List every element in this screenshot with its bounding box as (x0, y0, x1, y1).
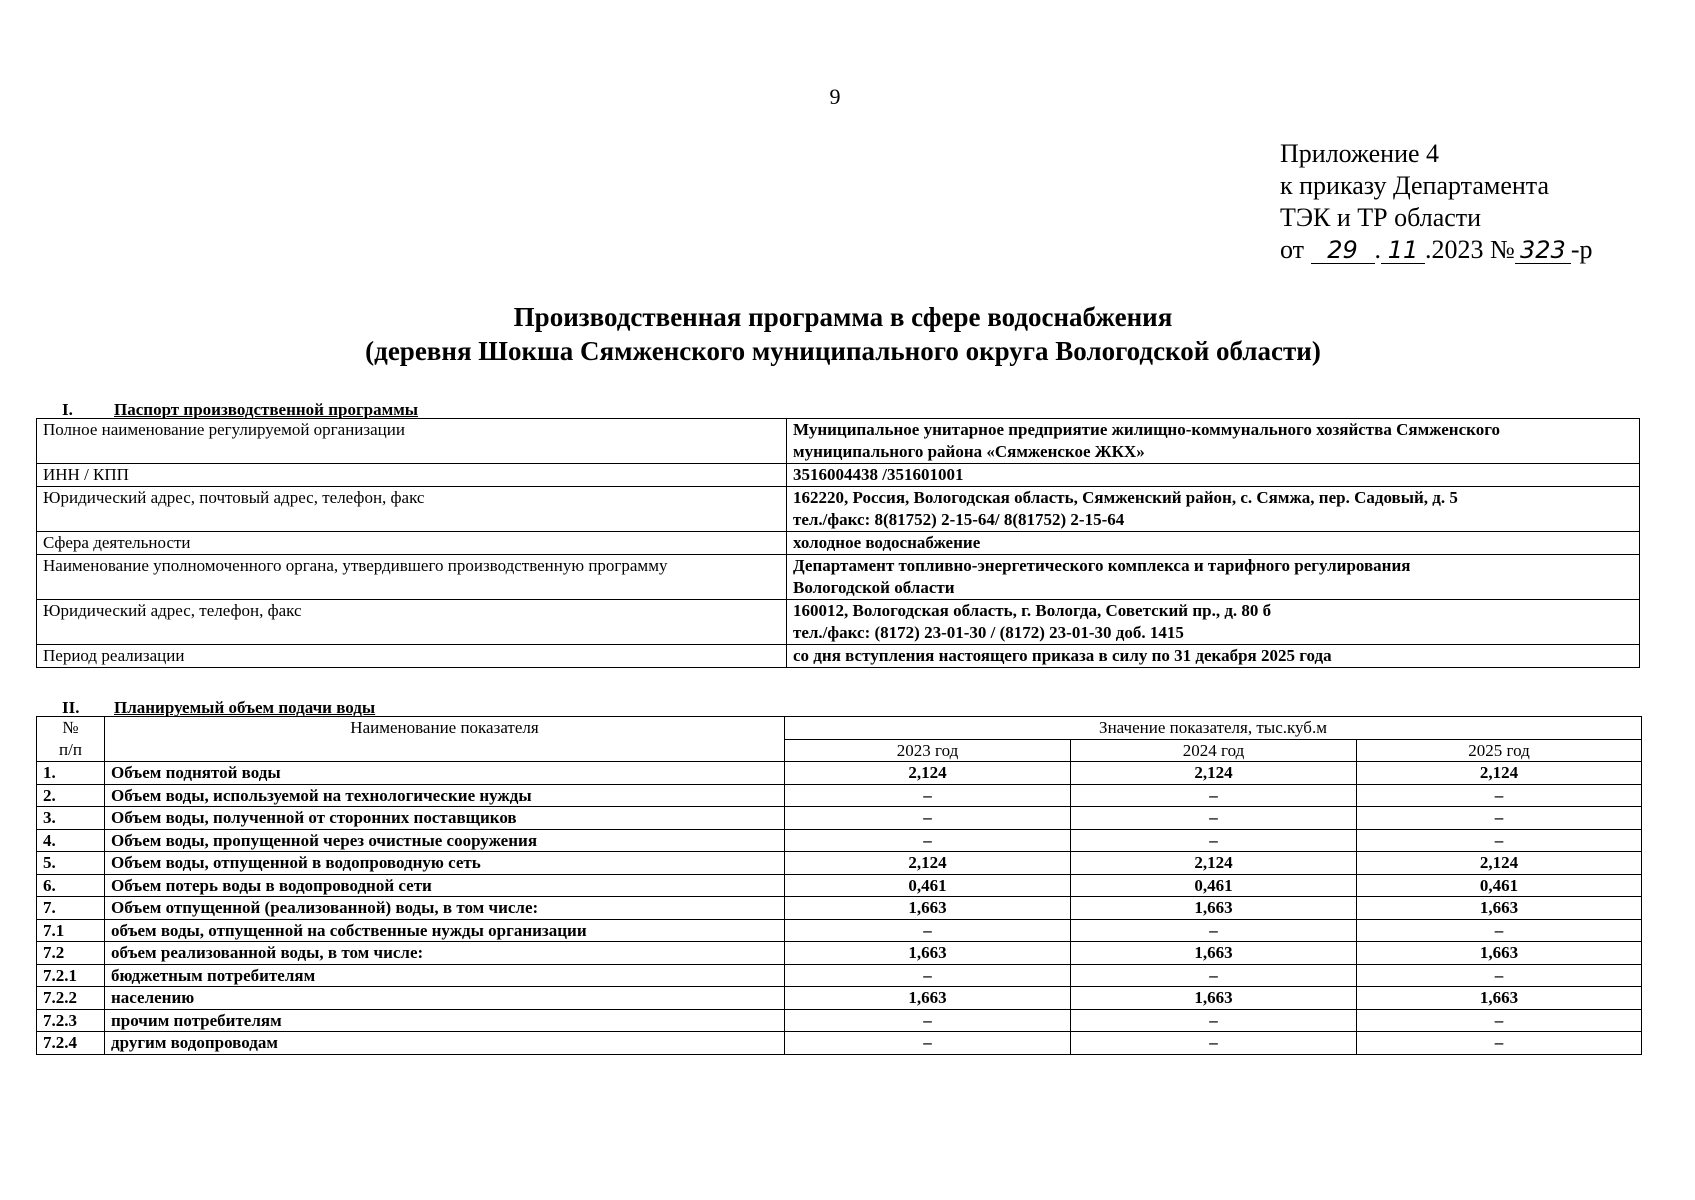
table-row (37, 464, 1640, 487)
row-value-2023: – (785, 829, 1071, 852)
header-indicator-name: Наименование показателя (105, 717, 785, 762)
row-indicator-name: Объем воды, используемой на технологические нужды (105, 784, 785, 807)
row-value-2024: – (1071, 807, 1357, 830)
title-line-2: (деревня Шокша Сямженского муниципального округа Вологодской области) (365, 336, 1321, 366)
table-row (37, 874, 1642, 897)
row-value-2024: – (1071, 919, 1357, 942)
row-indicator-name: Объем воды, полученной от сторонних поставщиков (105, 807, 785, 830)
passport-value-line1: 162220, Россия, Вологодская область, Сямженский район, с. Сямжа, пер. Садовый, д. 5 (793, 488, 1458, 507)
row-indicator-name: объем воды, отпущенной на собственные нужды организации (105, 919, 785, 942)
row-value-2023: – (785, 784, 1071, 807)
passport-value (787, 487, 1640, 532)
passport-value (787, 555, 1640, 600)
section-1-number: I. (62, 400, 73, 419)
table-row (37, 829, 1642, 852)
row-number: 1. (37, 762, 105, 785)
row-indicator-name: Объем воды, пропущенной через очистные сооружения (105, 829, 785, 852)
date-sep: . (1374, 235, 1382, 264)
date-prefix: от (1280, 235, 1305, 264)
table-row (37, 555, 1640, 600)
section-2-title: Планируемый объем подачи воды (114, 698, 376, 717)
row-number: 7.2.4 (37, 1032, 105, 1055)
table-row (37, 762, 1642, 785)
passport-value-line2: тел./факс: (8172) 23-01-30 / (8172) 23-01-30 доб. 1415 (793, 623, 1184, 642)
passport-value-line1: холодное водоснабжение (793, 533, 981, 552)
table-row (37, 1032, 1642, 1055)
row-number: 7.2 (37, 942, 105, 965)
passport-label: Юридический адрес, телефон, факс (37, 600, 787, 645)
passport-value-line2: тел./факс: 8(81752) 2-15-64/ 8(81752) 2-15-64 (793, 510, 1125, 529)
row-value-2024: – (1071, 1032, 1357, 1055)
row-indicator-name: прочим потребителям (105, 1009, 785, 1032)
table-row (37, 1009, 1642, 1032)
passport-value-line1: 3516004438 /351601001 (793, 465, 964, 484)
row-value-2025: – (1357, 1032, 1642, 1055)
row-value-2023: 1,663 (785, 987, 1071, 1010)
row-number: 7.1 (37, 919, 105, 942)
passport-table (36, 418, 1640, 668)
table-row (37, 487, 1640, 532)
water-volume-table (36, 716, 1642, 1055)
passport-value (787, 600, 1640, 645)
passport-label: Период реализации (37, 645, 787, 668)
passport-label: ИНН / КПП (37, 464, 787, 487)
row-value-2023: 2,124 (785, 852, 1071, 875)
table-header-row (37, 717, 1642, 740)
row-value-2025: 1,663 (1357, 897, 1642, 920)
row-value-2025: – (1357, 784, 1642, 807)
passport-value-line2: Вологодской области (793, 578, 955, 597)
row-number: 7. (37, 897, 105, 920)
handwritten-month: 11 (1381, 237, 1425, 264)
header-number-line1: № (62, 718, 79, 737)
passport-value (787, 419, 1640, 464)
table-row (37, 419, 1640, 464)
row-value-2025: – (1357, 1009, 1642, 1032)
table-row (37, 942, 1642, 965)
row-value-2024: – (1071, 1009, 1357, 1032)
row-indicator-name: объем реализованной воды, в том числе: (105, 942, 785, 965)
header-2024: 2024 год (1071, 739, 1357, 762)
section-1-title: Паспорт производственной программы (114, 400, 419, 419)
header-value-group: Значение показателя, тыс.куб.м (785, 717, 1642, 740)
table-row (37, 807, 1642, 830)
handwritten-day: 29 (1311, 237, 1375, 264)
table-row (37, 987, 1642, 1010)
row-indicator-name: населению (105, 987, 785, 1010)
section-2-heading (62, 698, 375, 718)
table-row (37, 784, 1642, 807)
row-indicator-name: Объем поднятой воды (105, 762, 785, 785)
row-value-2025: 1,663 (1357, 987, 1642, 1010)
row-value-2025: – (1357, 829, 1642, 852)
passport-value (787, 645, 1640, 668)
row-indicator-name: другим водопроводам (105, 1032, 785, 1055)
row-value-2024: 1,663 (1071, 942, 1357, 965)
row-value-2024: 0,461 (1071, 874, 1357, 897)
row-value-2025: 0,461 (1357, 874, 1642, 897)
row-indicator-name: Объем потерь воды в водопроводной сети (105, 874, 785, 897)
handwritten-order-number: 323 (1515, 237, 1571, 264)
row-value-2023: – (785, 807, 1071, 830)
passport-value-line1: 160012, Вологодская область, г. Вологда, Советский пр., д. 80 б (793, 601, 1272, 620)
row-value-2024: – (1071, 829, 1357, 852)
row-value-2025: 2,124 (1357, 852, 1642, 875)
passport-value (787, 464, 1640, 487)
appendix-date-line (1280, 234, 1593, 266)
passport-label: Наименование уполномоченного органа, утвердившего производственную программу (37, 555, 787, 600)
row-indicator-name: бюджетным потребителям (105, 964, 785, 987)
passport-value-line1: Муниципальное унитарное предприятие жилищно-коммунального хозяйства Сямженского (793, 420, 1501, 439)
row-number: 5. (37, 852, 105, 875)
row-number: 2. (37, 784, 105, 807)
row-number: 7.2.1 (37, 964, 105, 987)
header-number (37, 717, 105, 762)
document-title (0, 300, 1686, 368)
table-row (37, 600, 1640, 645)
passport-value-line1: Департамент топливно-энергетического комплекса и тарифного регулирования (793, 556, 1411, 575)
row-value-2024: – (1071, 964, 1357, 987)
date-year: .2023 № (1425, 235, 1515, 264)
table-row (37, 532, 1640, 555)
row-value-2023: 1,663 (785, 942, 1071, 965)
row-value-2023: – (785, 919, 1071, 942)
row-value-2025: – (1357, 964, 1642, 987)
header-number-line2: п/п (59, 739, 82, 759)
row-value-2024: 2,124 (1071, 762, 1357, 785)
row-value-2023: 1,663 (785, 897, 1071, 920)
table-row (37, 645, 1640, 668)
order-suffix: -р (1570, 235, 1593, 264)
row-value-2025: 2,124 (1357, 762, 1642, 785)
row-number: 7.2.2 (37, 987, 105, 1010)
table-row (37, 964, 1642, 987)
passport-label: Полное наименование регулируемой организации (37, 419, 787, 464)
row-number: 4. (37, 829, 105, 852)
row-indicator-name: Объем воды, отпущенной в водопроводную сеть (105, 852, 785, 875)
passport-value (787, 532, 1640, 555)
passport-label: Юридический адрес, почтовый адрес, телефон, факс (37, 487, 787, 532)
table-row (37, 852, 1642, 875)
row-indicator-name: Объем отпущенной (реализованной) воды, в том числе: (105, 897, 785, 920)
row-value-2024: 1,663 (1071, 897, 1357, 920)
row-value-2025: – (1357, 919, 1642, 942)
header-2025: 2025 год (1357, 739, 1642, 762)
row-value-2024: 2,124 (1071, 852, 1357, 875)
row-value-2025: – (1357, 807, 1642, 830)
passport-value-line1: со дня вступления настоящего приказа в силу по 31 декабря 2025 года (793, 646, 1332, 665)
row-value-2023: – (785, 1009, 1071, 1032)
passport-label: Сфера деятельности (37, 532, 787, 555)
row-value-2024: 1,663 (1071, 987, 1357, 1010)
table-row (37, 897, 1642, 920)
row-value-2023: 2,124 (785, 762, 1071, 785)
passport-value-line2: муниципального района «Сямженское ЖКХ» (793, 442, 1145, 461)
table-row (37, 919, 1642, 942)
row-value-2025: 1,663 (1357, 942, 1642, 965)
row-number: 7.2.3 (37, 1009, 105, 1032)
row-number: 3. (37, 807, 105, 830)
appendix-line-3: ТЭК и ТР области (1280, 203, 1482, 232)
row-value-2023: – (785, 964, 1071, 987)
header-2023: 2023 год (785, 739, 1071, 762)
appendix-block (1280, 138, 1593, 266)
title-line-1: Производственная программа в сфере водоснабжения (513, 302, 1173, 332)
section-1-heading (62, 400, 418, 420)
page-number: 9 (829, 84, 841, 109)
row-value-2024: – (1071, 784, 1357, 807)
appendix-line-1: Приложение 4 (1280, 139, 1440, 168)
appendix-line-2: к приказу Департамента (1280, 171, 1550, 200)
row-value-2023: 0,461 (785, 874, 1071, 897)
row-number: 6. (37, 874, 105, 897)
row-value-2023: – (785, 1032, 1071, 1055)
section-2-number: II. (62, 698, 80, 717)
